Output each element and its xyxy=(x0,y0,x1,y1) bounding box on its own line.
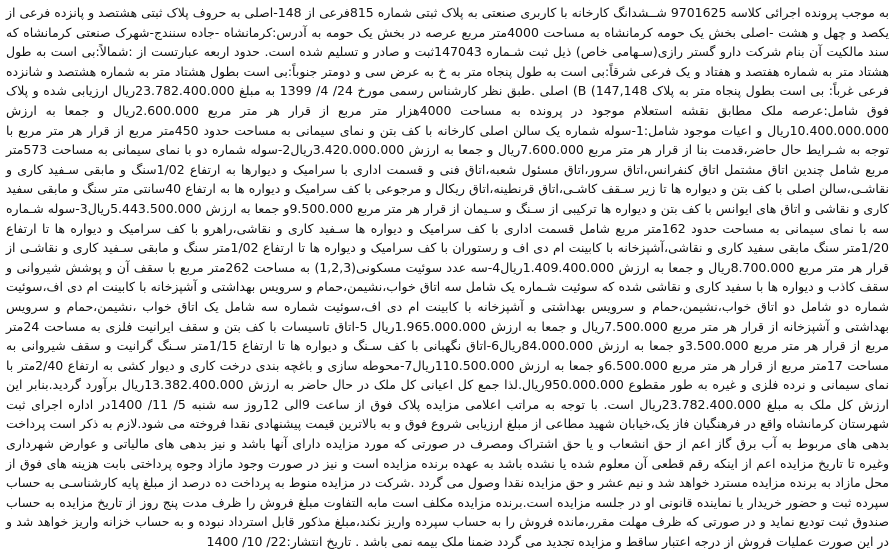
notice-body-text: به موجب پرونده اجرائی کلاسه 9701625 شــشدانگ کارخانه با کاربری صنعتی به پلاک ثبتی شماره 815فرعی از 148-اصلی به حروف پلاک ثبتی هشتصد و پانزده فرعی از یکصد و چهل و هشت -اصلی بخش یک حومه کرمانشاه به مساحت 4000متر مربع عرصه در بخش یک حومه به آدرس:کرمانشاه -جاده سنندج-شهرک صنعتی کرمانشاه که سند مالکیت آن بنام شرکت دارو گستر رازی(سـهامی خاص) ذیل ثبت شـماره 147043ثبت و صادر و تسلیم شده است. حدود اربعه عبارتست از :شمالاً:بی است به طول هشتاد متر به شماره هفتصد و هفتاد و یک فرعی شرقاً:بی است به طول پنجاه متر به خ به عرض سی و دومتر جنوباً:بی است بطول هشتاد متر به شماره هشتصد و شانزده فرعی غرباً: بی است بطول پنجاه متر به پلاک 147,148) B) اصلی .طبق نظر کارشناس رسمی مورخ 24/ 4/ 1399 به مبلغ 23.782.400.000ریال ارزیابی شده و پلاک فوق شامل:عرصه ملک مطابق نقشه استعلام موجود در پرونده به مساحت 4000هزار متر مربع از قرار هر متر مربع 2.600.000ریال و جمعا به ارزش 10.400.000.000ریال و اعیات موجود شامل:1-سوله شماره یک سالن اصلی کارخانه با کف بتن و نمای سیمانی به مساحت حدود 450متر مربع از قرار هر متر مربع با توجه به شـرایط حال حاضر،قدمت بنا از قرار هر متر مربع 7.600.000ریال و جمعا به ارزش 3.420.000.000ریال2-سوله شماره دو با نمای سیمانی به مساحت 573متر مربع شامل چندین اتاق مشتمل اتاق کنفرانس،اتاق سرور،اتاق مسئول شعبه،اتاق فنی و قسمت اداری با سرامیک و دیوارها به ارتفاع 1/02سنگ و مابقی سـفید کاری و نقاشـی،سالن اصلی با کف بتن و دیواره ها تا زیر سـقف کاشـی،اتاق قرنطینه،اتاق ریکال و مرجوعی با کف سرامیک و دیواره ها به ارتفاع 40سانتی متر سنگ و مابقی سفید کاری و نقاشی و اتاق های ایوانس با کف بتن و دیواره ها ترکیبی از سـنگ و سـیمان از قرار هر متر مربع 9.500.000و جمعا به ارزش 5.443.500.000ریال3-سوله شـماره سه با نمای سیمانی به مساحت حدود 162متر مربع شامل قسمت اداری با کف سرامیک و دیواره ها سـفید کاری و نقاشی،راهرو با کف سرامیک و دیواره ها تا ارتفاع 1/20متر سنگ مابقی سفید کاری و نقاشی،آشپزخانه با کابینت ام دی اف و رستوران با کف سرامیک و دیواره ها تا ارتفاع 1/02متر سنگ و مابقی سـفید کاری و نقاشـی از قرار هر متر مربع 8.700.000ریال و جمعا به ارزش 1.409.400.000ریال4-سه عدد سوئیت مسکونی(1,2,3) به مساحت 262متر مربع با سقف آن و پوشش شیروانی و سقف کاذب و دیواره ها با سفید کاری و نقاشی شده که سوئیت شـماره یک شامل سه اتاق خواب،نشیمن،حمام و سرویس بهداشتی و آشپزخانه با کابینت ام دی اف،سوئیت شماره دو شامل دو اتاق خواب،نشیمن،حمام و سرویس بهداشتی و آشپزخانه با کابینت ام دی اف،سوئیت شماره سه شامل یک اتاق خواب ،نشیمن،حمام و سرویس بهداشتی و آشپزخانه از قرار هر متر مربع 7.500.000ریال و جمعا به ارزش 1.965.000.000ریال 5-اتاق تاسیسات با کف بتن و سقف ایرانیت فلزی به مساحت 24متر مربع از قرار هر متر مربع 3.500.000و جمعا به ارزش 84.000.000ریال6-اتاق نگهبانی با کف سـنگ و دیواره ها تا ارتفاع 1/15متر سـنگ گرانیت و سقف شیروانی به مساحت 17متر مربع از قرار هر متر مربع 6.500.000و جمعا به ارزش 110.500.000ریال7-محوطه سازی و باغچه بندی درخت کاری و دیوار کشی به ارتفاع 2/40متر با نمای سیمانی و نرده فلزی و غیره به طور مقطوع 950.000.000ریال.لذا جمع کل اعیانی کل ملک در حال حاضر به ارزش 13.382.400.000ریال برآورد گردید.بنابر این ارزش کل ملک به مبلغ 23.782.400.000ریال است. با توجه به مراتب اعلامی مزایده پلاک فوق از ساعت 9الی 12روز سه شنبه 5/ 11/ 1400در اداره اجرای ثبت شهرستان کرمانشاه واقع در فرهنگیان فاز یک،خیابان شهید مطاعی از مبلغ ارزیابی شروع فوق و به بالاترین قیمت پیشنهادی نقدا فروخته می شود.لازم به ذکر است پرداخت بدهی های مربوط به آب برق گاز اعم از حق انشعاب و یا حق اشتراک ومصرف در صورتی که مورد مزایده دارای آنها باشد و نیز بدهی های مالیاتی و عوارض شهرداری وغیره تا تاریخ مزایده اعم از اینکه رقم قطعی آن معلوم شده یا نشده باشد به عهده برنده مزایده است و نیز در صورت وجود مازاد وجوه پرداختی بابت هزینه های فوق از محل مازاد به برنده مزایده مسترد خواهد شد و نیم عشر و حق مزایده نقدا وصول می گردد .شرکت در مزایده منوط به پرداخت ده درصد از مبلغ پایه کارشناسـی به حساب سپرده ثبت و حضور خریدار یا نماینده قانونی او در جلسه مزایده است.برنده مزایده مکلف است مابه التفاوت مبلغ فروش را ظرف مدت پنج روز از تاریخ مزایده به حساب صندوق ثبت تودیع نماید و در صورتی که ظرف مهلت مقرر،مانده فروش را به حساب سپرده واریز نکند،مبلغ مذکور قابل استرداد نبوده و به حساب خزانه واریز خواهد شد و در این صورت عملیات فروش از درجه اعتبار ساقط و مزایده تجدید می گردد ضمنا ملک بیمه نمی باشد . تاریخ انتشار:22/ 10/ 1400 xyxy=(6,5,890,550)
